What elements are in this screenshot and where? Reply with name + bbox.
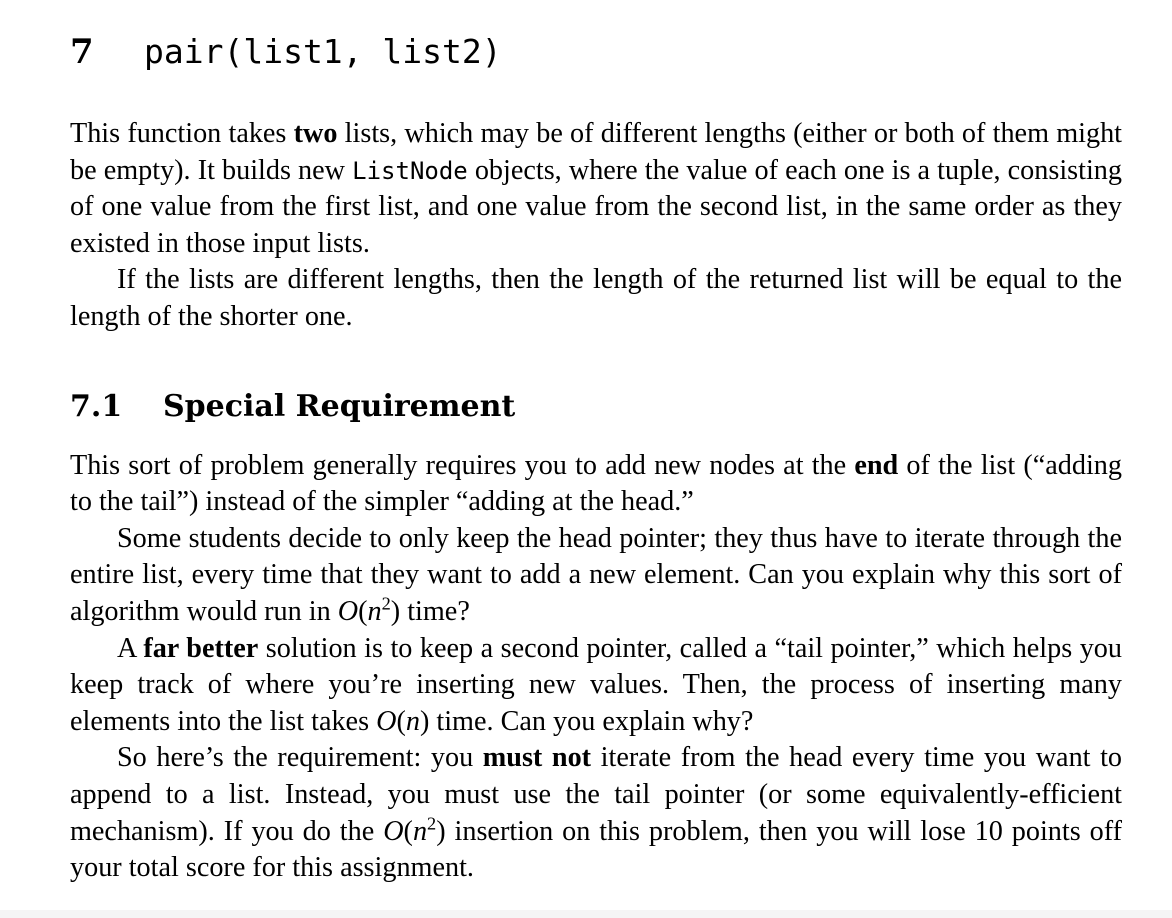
intro-text-c: objects, where the value of each one is a tuple, consisting of one value from the first list, and one value from the second list, in the same order as they existed in those input lists. <box>70 154 1122 259</box>
req-bold-end: end <box>854 449 899 481</box>
req2-text-a: Some students decide to only keep the head pointer; they thus have to iterate through the entire list, every time that they want to add a new element. Can you explain why this sort of algorithm would run in <box>70 522 1122 627</box>
req-text-b: of the list (“adding to the tail”) instead of the simpler “adding at the head.” <box>70 449 1122 518</box>
subsection-title: Special Requirement <box>163 388 516 424</box>
requirement-paragraph-1 <box>70 448 1122 521</box>
subsection-number: 7.1 <box>70 388 123 424</box>
req3-text-a: A <box>117 632 144 664</box>
intro-paragraph-2: If the lists are different lengths, then the length of the returned list will be equal to the length of the shorter one. <box>70 264 1122 332</box>
requirement-paragraph-2 <box>70 521 1122 631</box>
intro-paragraph-1 <box>70 116 1122 262</box>
req-bold-far-better: far better <box>143 632 259 664</box>
page-bottom-edge <box>0 910 1172 918</box>
req4-text-c: insertion on this problem, then you will lose 10 points off your total score for this assignment. <box>70 815 1122 884</box>
listnode-code: ListNode <box>352 156 468 185</box>
big-o-squared-2: $O(n^2)$ <box>383 813 446 847</box>
req-bold-must-not: must not <box>482 742 592 774</box>
intro-text-b: lists, which may be of different lengths (either or both of them might be empty). It builds new <box>70 118 1122 186</box>
big-o-linear: O(n) <box>376 705 430 737</box>
req-text-a: This sort of problem generally requires you to add new nodes at the <box>70 449 855 481</box>
subsection-heading <box>70 381 1122 433</box>
requirement-paragraph-3 <box>70 631 1122 741</box>
req4-text-a: So here’s the requirement: you <box>117 742 483 774</box>
section-title: pair(list1, list2) <box>144 32 502 71</box>
requirement-paragraph-4 <box>70 740 1122 886</box>
document-page <box>70 26 1122 887</box>
section-heading <box>70 26 1122 78</box>
intro-text-a: This function takes <box>70 118 294 149</box>
section-number: 7 <box>70 32 94 72</box>
req4-text-b: iterate from the head every time you want to append to a list. Instead, you must use the tail pointer (or some equivalently-efficient mechanism). If you do the <box>70 742 1123 847</box>
req3-text-b: solution is to keep a second pointer, called a “tail pointer,” which helps you keep track of where you’re inserting new values. Then, the process of inserting many elements into the list takes <box>70 632 1122 737</box>
req2-text-b: time? <box>400 595 470 627</box>
big-o-squared: $O(n^2)$ <box>337 593 401 627</box>
intro-bold-two: two <box>293 118 338 149</box>
req3-text-c: time. Can you explain why? <box>429 705 754 737</box>
